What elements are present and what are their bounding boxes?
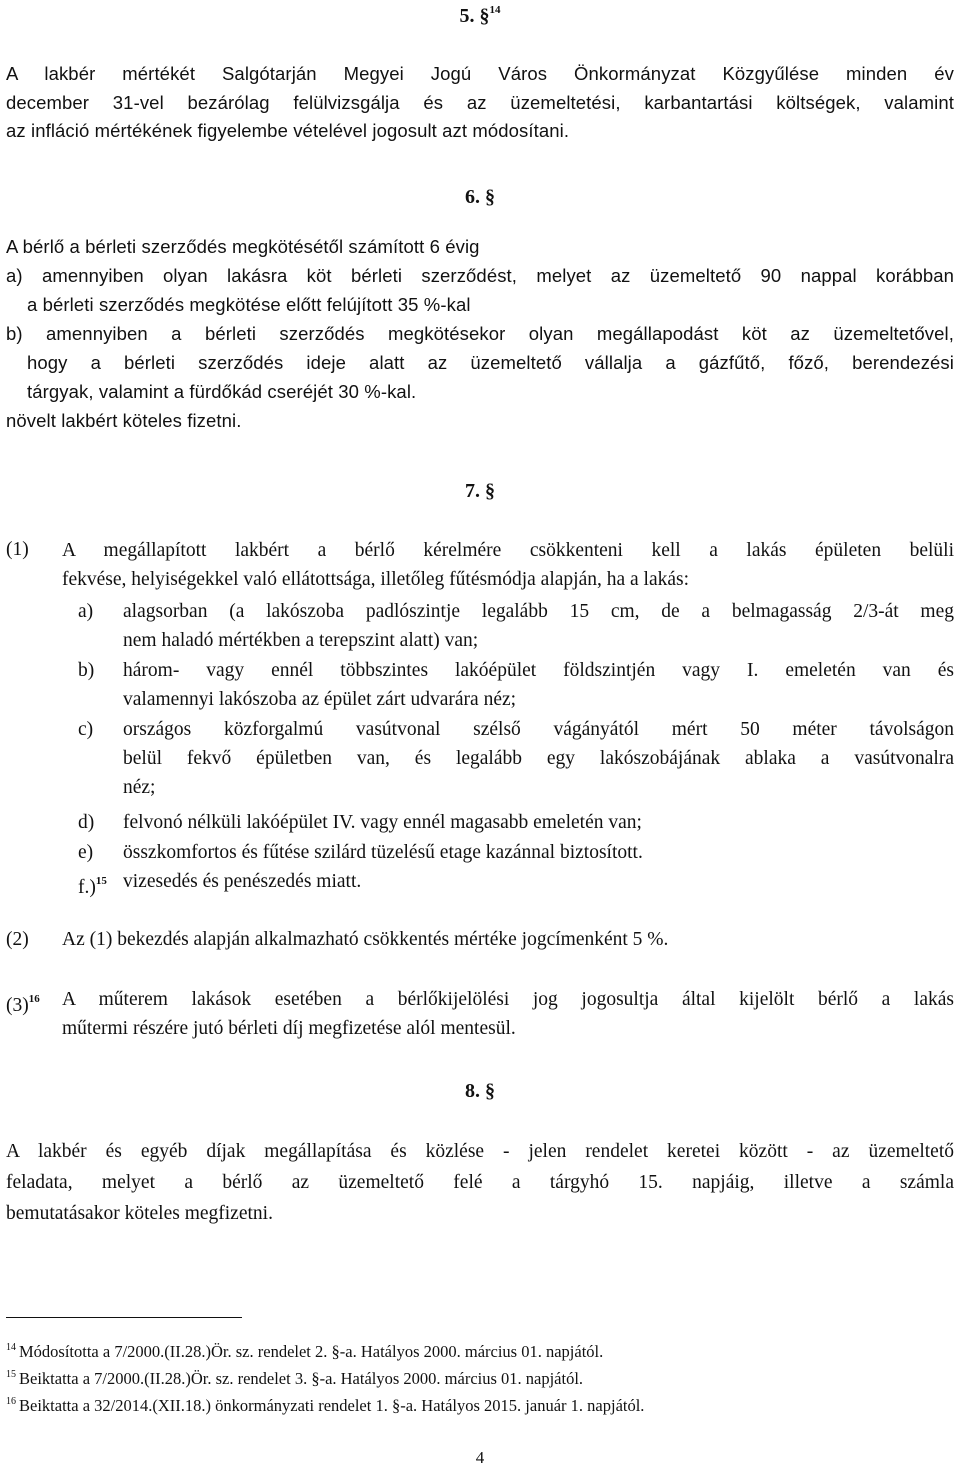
text-line: fekvése, helyiségekkel való ellátottsága, illetőleg fűtésmódja alapján, ha a lakás: (62, 569, 690, 590)
list-label: b) (78, 660, 95, 681)
text-line: tárgyak, valamint a fürdőkád cseréjét 30 %-kal. (27, 381, 417, 402)
footnote-ref-14: 14 (489, 4, 501, 16)
paragraph-3-text (62, 985, 954, 1043)
footnote-text: Beiktatta a 7/2000.(II.28.)Ör. sz. rendelet 3. §-a. Hatályos 2000. március 01. napjától. (19, 1369, 584, 1388)
text-line: bemutatásakor köteles megfizetni. (6, 1203, 273, 1224)
text-line: vizesedés és penészedés miatt. (123, 871, 362, 892)
list-item-text (123, 656, 954, 714)
text-line: az infláció mértékének figyelembe vételével jogosult azt módosítani. (6, 120, 570, 141)
section-8-paragraph (6, 1136, 954, 1229)
paragraph-number-text: (3) (6, 995, 29, 1016)
page-number: 4 (475, 1448, 485, 1467)
text-line: a) amennyiben olyan lakásra köt bérleti szerződést, melyet az üzemeltető 90 nappal korábban (6, 265, 954, 286)
text-line: Az (1) bekezdés alapján alkalmazható csökkentés mértéke jogcímenként 5 %. (62, 929, 669, 950)
section-7-title: 7. § (465, 480, 495, 502)
list-item-text (123, 867, 954, 896)
text-line: belül fekvő épületben van, és legalább egy lakószobájának ablaka a vasútvonalra (123, 748, 954, 769)
footnote-ref-16: 16 (28, 993, 40, 1005)
section-8-title: 8. § (465, 1080, 495, 1102)
text-line: valamennyi lakószoba az épület zárt udvarára néz; (123, 689, 517, 710)
text-line: december 31-vel bezárólag felülvizsgálja és az üzemeltetési, karbantartási költségek, valamint (6, 91, 954, 113)
text-line: három- vagy ennél többszintes lakóépület földszintjén vagy I. emeletén van és (123, 660, 954, 681)
text-line: hogy a bérleti szerződés ideje alatt az üzemeltető vállalja a gázfűtő, főző, berendezési (27, 352, 954, 373)
section-6-heading (0, 186, 960, 209)
footnote-text: Módosította a 7/2000.(II.28.)Ör. sz. rendelet 2. §-a. Hatályos 2000. március 01. napjától. (19, 1342, 604, 1361)
paragraph-number: (2) (6, 929, 29, 950)
paragraph-2-text (62, 926, 954, 955)
text-line: A lakbér és egyéb díjak megállapítása és közlése - jelen rendelet keretei között - az üzemeltető (6, 1141, 954, 1162)
text-line: néz; (123, 777, 156, 798)
section-6-title: 6. § (465, 186, 495, 208)
section-8-heading (0, 1080, 960, 1103)
paragraph-number: (1) (6, 539, 29, 560)
list-item-text (123, 838, 954, 867)
list-label-text: f.) (78, 877, 96, 898)
footnote-15 (6, 1363, 644, 1390)
section-6-closing: növelt lakbért köteles fizetni. (6, 410, 242, 431)
footnote-text: Beiktatta a 32/2014.(XII.18.) önkormányzati rendelet 1. §-a. Hatályos 2015. január 1. napjától. (19, 1396, 645, 1415)
section-7-heading (0, 480, 960, 503)
footnotes (6, 1336, 644, 1417)
text-line: összkomfortos és fűtése szilárd tüzelésű etage kazánnal biztosított. (123, 842, 643, 863)
footnote-16 (6, 1390, 644, 1417)
section-6-intro: A bérlő a bérleti szerződés megkötésétől számított 6 évig (6, 236, 480, 257)
footnote-ref-15: 15 (95, 875, 107, 887)
section-5-title: 5. § (459, 5, 490, 27)
text-line: A megállapított lakbért a bérlő kérelmére csökkenteni kell a lakás épületen belüli (62, 540, 954, 561)
list-item-text (123, 715, 954, 802)
text-line: felvonó nélküli lakóépület IV. vagy ennél magasabb emeletén van; (123, 812, 642, 833)
section-6-paragraph (6, 232, 954, 435)
list-item-text (123, 808, 954, 837)
footnote-number: 14 (6, 1342, 16, 1353)
footnote-number: 16 (6, 1396, 16, 1407)
text-line: országos közforgalmú vasútvonal szélső vágányától mért 50 méter távolságon (123, 719, 954, 740)
paragraph-1-text (62, 536, 954, 594)
section-5-paragraph (6, 60, 954, 146)
text-line: A műterem lakások esetében a bérlőkijelölési jog jogosultja által kijelölt bérlő a lakás (62, 989, 954, 1010)
list-label: e) (78, 842, 94, 863)
text-line: feladata, melyet a bérlő az üzemeltető felé a tárgyhó 15. napjáig, illetve a számla (6, 1172, 954, 1193)
text-line: A lakbér mértékét Salgótarján Megyei Jogú Város Önkormányzat Közgyűlése minden év (6, 63, 954, 84)
text-line: alagsorban (a lakószoba padlószintje legalább 15 cm, de a belmagasság 2/3-át meg (123, 601, 954, 622)
section-5-heading (0, 4, 960, 28)
footnote-14 (6, 1336, 644, 1363)
text-line: nem haladó mértékben a terepszint alatt) van; (123, 630, 479, 651)
list-label: a) (78, 601, 94, 622)
footnote-number: 15 (6, 1369, 16, 1380)
list-label: d) (78, 812, 95, 833)
list-label: c) (78, 719, 94, 740)
text-line: a bérleti szerződés megkötése előtt felújított 35 %-kal (27, 294, 471, 315)
list-label (78, 867, 107, 902)
text-line: b) amennyiben a bérleti szerződés megkötésekor olyan megállapodást köt az üzemeltetővel, (6, 323, 954, 344)
footnote-separator (6, 1317, 242, 1318)
paragraph-number (6, 985, 40, 1020)
list-item-text (123, 597, 954, 655)
text-line: műtermi részére jutó bérleti díj megfizetése alól mentesül. (62, 1018, 516, 1039)
